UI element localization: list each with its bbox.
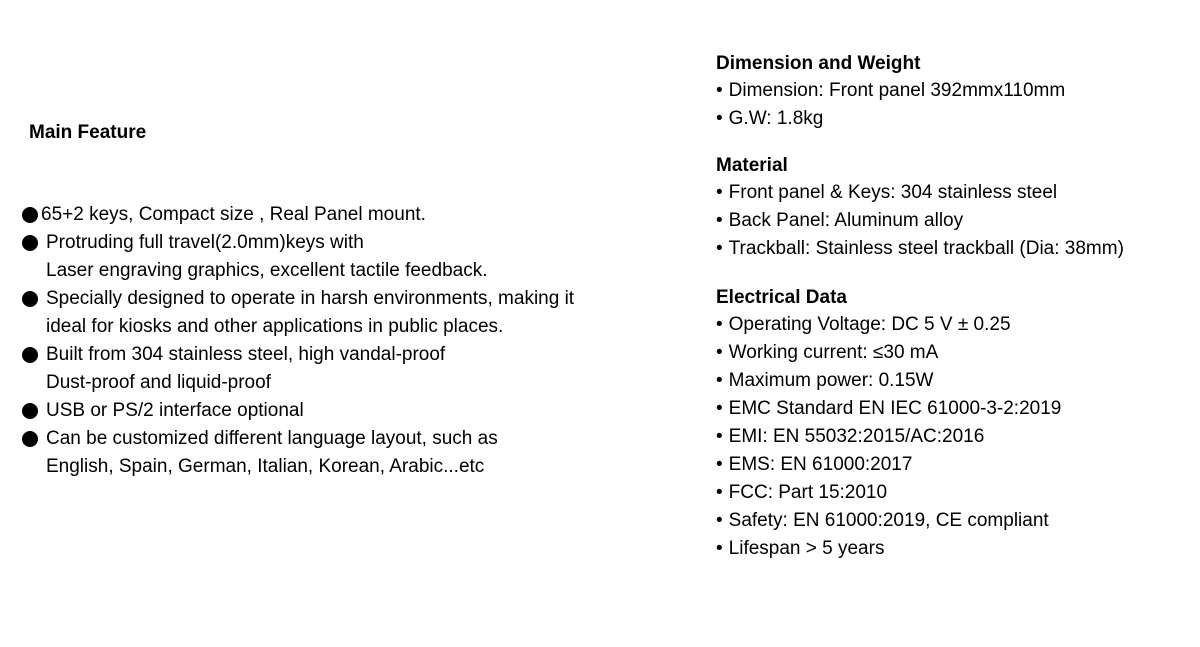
spec-item: • Trackball: Stainless steel trackball (Dia: 38mm) (716, 235, 1186, 263)
dimension-list (716, 77, 1186, 133)
spec-item: • EMI: EN 55032:2015/AC:2016 (716, 423, 1186, 451)
specifications-column (716, 51, 1186, 563)
bullet-icon (22, 403, 38, 419)
spec-item: • Dimension: Front panel 392mmx110mm (716, 77, 1186, 105)
spec-item: • Lifespan > 5 years (716, 535, 1186, 563)
dimension-title: Dimension and Weight (716, 53, 921, 74)
spec-item: • Maximum power: 0.15W (716, 367, 1186, 395)
feature-text: USB or PS/2 interface optional (46, 400, 304, 421)
bullet-icon (22, 431, 38, 447)
feature-text: Built from 304 stainless steel, high vandal-proof (46, 344, 446, 365)
bullet-icon (22, 347, 38, 363)
feature-text-continued: ideal for kiosks and other applications in public places. (46, 316, 504, 337)
feature-item (22, 285, 574, 341)
spec-item: • Operating Voltage: DC 5 V ± 0.25 (716, 311, 1186, 339)
feature-item (22, 201, 574, 229)
spec-item: • FCC: Part 15:2010 (716, 479, 1186, 507)
feature-text-continued: English, Spain, German, Italian, Korean, Arabic...etc (46, 456, 485, 477)
electrical-section (716, 285, 1186, 563)
feature-item (22, 229, 574, 285)
feature-item (22, 397, 574, 425)
feature-text: Specially designed to operate in harsh environments, making it (46, 288, 575, 309)
material-section (716, 153, 1186, 263)
feature-text: Protruding full travel(2.0mm)keys with (46, 232, 364, 253)
bullet-icon (22, 235, 38, 251)
electrical-title: Electrical Data (716, 287, 847, 308)
spec-item: • G.W: 1.8kg (716, 105, 1186, 133)
material-title: Material (716, 155, 788, 176)
spec-item: • Working current: ≤30 mA (716, 339, 1186, 367)
spec-item: • EMS: EN 61000:2017 (716, 451, 1186, 479)
spec-item: • Safety: EN 61000:2019, CE compliant (716, 507, 1186, 535)
spec-item: • Back Panel: Aluminum alloy (716, 207, 1186, 235)
bullet-icon (22, 207, 38, 223)
feature-text: 65+2 keys, Compact size , Real Panel mount. (41, 204, 426, 225)
feature-text: Can be customized different language layout, such as (46, 428, 498, 449)
feature-item (22, 341, 574, 397)
spec-item: • Front panel & Keys: 304 stainless steel (716, 179, 1186, 207)
main-feature-list (22, 201, 574, 481)
feature-text-continued: Laser engraving graphics, excellent tactile feedback. (46, 260, 488, 281)
material-list (716, 179, 1186, 263)
feature-text-continued: Dust-proof and liquid-proof (46, 372, 271, 393)
feature-item (22, 425, 574, 481)
main-feature-title: Main Feature (29, 122, 147, 143)
dimension-section (716, 51, 1186, 133)
bullet-icon (22, 291, 38, 307)
spec-item: • EMC Standard EN IEC 61000-3-2:2019 (716, 395, 1186, 423)
electrical-list (716, 311, 1186, 563)
